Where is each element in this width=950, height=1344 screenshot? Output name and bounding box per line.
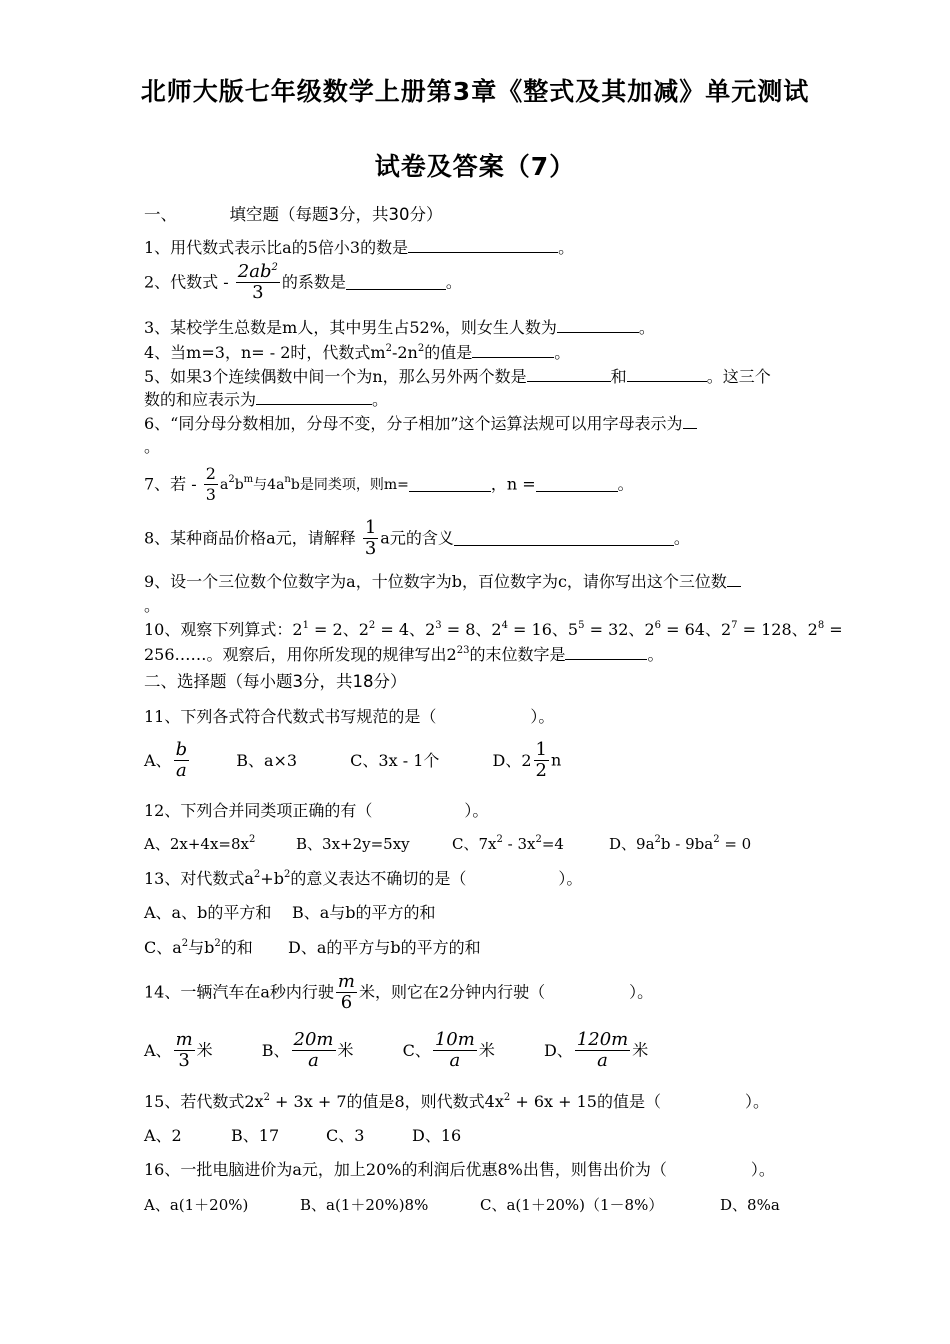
q2-end: 。 <box>445 272 462 292</box>
q7-end: 。 <box>617 474 634 494</box>
q14-option-a-fraction <box>174 1030 195 1071</box>
q12-c1: C、7x <box>452 835 497 853</box>
q13-exp1: 2 <box>253 869 261 880</box>
q12-c2: - 3x <box>502 835 536 853</box>
q10-exp: 23 <box>456 645 470 656</box>
q13-option-c <box>144 938 288 958</box>
q13-close: ）。 <box>558 869 583 888</box>
q14-option-d-fraction <box>575 1030 630 1071</box>
q11-a-den: a <box>175 760 187 781</box>
q10-value: = 16 <box>507 620 552 639</box>
q12-option-a <box>144 834 296 854</box>
q16-close: ）。 <box>750 1160 775 1179</box>
question-16-options <box>144 1195 780 1215</box>
q10-power-item <box>808 620 843 639</box>
q4-mid: -2n <box>391 343 418 362</box>
q10-base: 2 <box>491 620 502 639</box>
q2-post: 的系数是 <box>281 272 346 292</box>
q2-denominator: 3 <box>252 282 264 303</box>
q10-value: = 64 <box>661 620 705 639</box>
q12-close: ）。 <box>464 801 489 820</box>
exam-title-line2: 试卷及答案（7） <box>374 152 576 181</box>
q10-power-item <box>359 620 409 639</box>
q15-option-c: C、3 <box>326 1126 365 1145</box>
q7-s2: m <box>243 473 254 485</box>
q12-d-exp2: 2 <box>713 834 720 845</box>
q12-option-c <box>452 834 609 854</box>
q13-option-b: B、a与b的平方的和 <box>292 903 436 922</box>
q10-exponent: 4 <box>501 620 508 631</box>
q15-option-b: B、17 <box>231 1126 280 1145</box>
q10-power-item <box>425 620 475 639</box>
q7-t4: b是同类项，则m= <box>290 476 409 493</box>
q12-d3: = 0 <box>719 835 752 853</box>
q5-and: 和 <box>610 367 627 386</box>
q12-c3: =4 <box>541 835 564 853</box>
q12-option-b: B、3x+2y=5xy <box>296 835 410 853</box>
q10-separator: 、 <box>342 620 359 639</box>
q16-stem: 16、一批电脑进价为a元，加上20%的利润后优惠8%出售，则售出价为（ <box>144 1160 667 1179</box>
answer-blank <box>536 477 618 492</box>
q7-t1: a <box>219 476 229 493</box>
q4-pre: 4、当m=3，n= - 2时，代数式m <box>144 343 386 362</box>
q14-d-den: a <box>597 1050 608 1071</box>
q5-end: 。 <box>372 390 389 409</box>
question-3 <box>144 318 655 338</box>
q13-mid: +b <box>260 869 284 888</box>
q12-c-exp2: 2 <box>535 834 542 845</box>
q11-option-a-fraction <box>174 740 190 781</box>
q10-base: 2 <box>425 620 436 639</box>
q11-d-num: 1 <box>535 739 547 760</box>
q9-text: 9、设一个三位数个位数字为a，十位数字为b，百位数字为c，请你写出这个三位数 <box>144 572 727 591</box>
question-6-line2: 。 <box>144 437 161 456</box>
q4-exp1: 2 <box>385 343 392 354</box>
answer-blank <box>472 343 554 358</box>
q10-line2-post: 的末位数字是 <box>469 645 566 664</box>
q10-separator: 、 <box>704 620 721 639</box>
question-8 <box>144 518 690 564</box>
q10-exponent: 1 <box>302 620 309 631</box>
q10-exponent: 8 <box>817 620 825 631</box>
q7-numerator: 2 <box>205 464 216 483</box>
q10-separator: 、 <box>791 620 808 639</box>
q16-option-b: B、a(1＋20%)8% <box>300 1196 429 1214</box>
question-7 <box>144 464 634 510</box>
q14-a-num: m <box>175 1029 193 1050</box>
q4-end: 。 <box>554 343 571 362</box>
answer-blank <box>727 572 741 587</box>
q14-numerator: m <box>337 971 355 992</box>
q10-exponent: 3 <box>435 620 442 631</box>
q2-numerator-exp: 2 <box>271 262 278 273</box>
q14-c-den: a <box>449 1050 461 1071</box>
q10-base: 2 <box>720 620 732 639</box>
q13-exp2: 2 <box>283 869 291 880</box>
q10-value: = 4 <box>375 620 410 639</box>
q8-denominator: 3 <box>364 538 377 559</box>
q12-a-exp: 2 <box>248 834 256 845</box>
q12-option-d <box>609 834 751 854</box>
q10-separator: 、 <box>409 620 426 639</box>
q14-denominator: 6 <box>340 992 353 1013</box>
q7-s3: n <box>284 473 291 485</box>
question-1 <box>144 238 574 258</box>
q14-option-b-fraction <box>292 1030 336 1071</box>
section2-heading: 二、选择题（每小题3分，共18分） <box>144 672 407 691</box>
q2-fraction <box>236 262 280 303</box>
question-10-line2 <box>144 645 664 665</box>
q15-mid2: + 6x + 15的值是（ <box>510 1092 661 1111</box>
q10-value: = 2 <box>308 620 343 639</box>
q10-base: 5 <box>567 620 579 639</box>
q10-value: = 8 <box>441 620 476 639</box>
q7-t5: ，n = <box>490 474 536 494</box>
answer-blank <box>454 531 674 546</box>
q5-line2: 数的和应表示为 <box>144 390 257 409</box>
q10-line2-pre: 256……。观察后，用你所发现的规律写出2 <box>144 645 457 664</box>
q2-pre: 2、代数式 - <box>144 272 229 292</box>
section1-title: 填空题（每题3分，共30分） <box>229 205 443 224</box>
q14-option-d-label: D、 <box>543 1040 573 1060</box>
q10-separator: 、 <box>475 620 492 639</box>
question-11 <box>144 707 554 727</box>
q12-stem: 12、下列合并同类项正确的有（ <box>144 801 373 820</box>
question-12-options <box>144 834 751 854</box>
q15-close: ）。 <box>745 1092 770 1111</box>
q7-pre: 7、若 - <box>144 474 197 494</box>
q10-base: 2 <box>644 620 655 639</box>
question-14-options <box>144 1030 648 1080</box>
answer-blank <box>408 238 558 253</box>
q10-value: = 128 <box>737 620 792 639</box>
q4-exp2: 2 <box>417 343 425 354</box>
question-16 <box>144 1160 775 1180</box>
answer-blank <box>683 414 697 429</box>
question-14 <box>144 972 653 1020</box>
question-2 <box>144 262 462 310</box>
q13-c-exp2: 2 <box>214 938 221 949</box>
q7-s1: 2 <box>228 473 235 485</box>
q14-b-den: a <box>308 1050 319 1071</box>
q10-exponent: 2 <box>368 620 376 631</box>
question-5-line2 <box>144 390 388 410</box>
q10-power-item <box>568 620 629 639</box>
q5-pre: 5、如果3个连续偶数中间一个为n，那么另外两个数是 <box>144 367 527 386</box>
q11-d-post: n <box>550 750 562 770</box>
question-13 <box>144 869 582 889</box>
answer-blank <box>527 367 611 382</box>
section1-heading <box>144 205 443 225</box>
q14-option-b-label: B、 <box>261 1040 290 1060</box>
q11-close: ）。 <box>530 707 555 726</box>
q14-b-unit: 米 <box>337 1040 354 1060</box>
q1-end: 。 <box>558 238 575 257</box>
q14-pre: 14、一辆汽车在a秒内行驶 <box>144 982 334 1002</box>
q10-power-item <box>644 620 705 639</box>
q1-text: 1、用代数式表示比a的5倍小3的数是 <box>144 238 409 257</box>
q14-d-unit: 米 <box>632 1040 649 1060</box>
question-5-line1 <box>144 367 771 387</box>
q8-numerator: 1 <box>364 517 377 538</box>
question-9-line2: 。 <box>144 596 161 615</box>
q14-option-c-label: C、 <box>402 1040 431 1060</box>
q10-value: = <box>824 620 843 639</box>
answer-blank <box>256 390 372 405</box>
answer-blank <box>565 645 647 660</box>
q10-exponent: 6 <box>654 620 661 631</box>
q14-a-unit: 米 <box>196 1040 213 1060</box>
q13-c-pre: C、a <box>144 938 182 957</box>
q10-exponent: 5 <box>578 620 585 631</box>
q16-option-d: D、8%a <box>720 1196 780 1214</box>
question-13-options-ab <box>144 903 436 923</box>
q7-t2: b <box>234 476 244 493</box>
section1-number: 一、 <box>144 205 177 224</box>
q14-b-num: 20m <box>293 1029 334 1050</box>
answer-blank <box>557 318 639 333</box>
q10-base: 2 <box>292 620 303 639</box>
q11-a-num: b <box>175 739 188 760</box>
q15-option-d: D、16 <box>412 1126 462 1145</box>
q11-option-a-label: A、 <box>144 750 172 770</box>
q12-c-exp1: 2 <box>496 834 503 845</box>
q8-post: a元的含义 <box>380 528 454 548</box>
question-12 <box>144 801 488 821</box>
q8-end: 。 <box>673 528 690 548</box>
q3-text: 3、某校学生总数是m人，其中男生占52%，则女生人数为 <box>144 318 557 337</box>
q15-exp1: 2 <box>263 1092 270 1103</box>
question-15 <box>144 1092 769 1112</box>
q14-fraction <box>336 972 357 1013</box>
q12-d1: D、9a <box>609 835 655 853</box>
q10-base: 2 <box>358 620 369 639</box>
q13-c-mid: 与b <box>188 938 215 957</box>
q10-power-item <box>491 620 552 639</box>
q8-pre: 8、某种商品价格a元，请解释 <box>144 528 356 548</box>
q13-option-d: D、a的平方与b的平方的和 <box>288 938 481 957</box>
q8-fraction <box>363 518 378 559</box>
q14-c-num: 10m <box>434 1029 475 1050</box>
q10-exponent: 7 <box>731 620 738 631</box>
question-4 <box>144 343 570 363</box>
q10-power-item <box>721 620 792 639</box>
question-11-options <box>144 740 561 788</box>
q10-separator: 、 <box>551 620 568 639</box>
q11-option-b: B、a×3 <box>236 750 298 770</box>
answer-blank <box>409 477 491 492</box>
q16-option-a: A、a(1＋20%) <box>144 1196 249 1214</box>
q5-post: 。这三个 <box>706 367 771 386</box>
q4-post: 的值是 <box>424 343 473 362</box>
q7-fraction <box>204 464 218 505</box>
q14-close: ）。 <box>629 982 654 1002</box>
q11-option-d-label: D、2 <box>492 750 532 770</box>
q11-stem: 11、下列各式符合代数式书写规范的是（ <box>144 707 437 726</box>
q14-option-c-fraction <box>433 1030 477 1071</box>
exam-title-line1: 北师大版七年级数学上册第3章《整式及其加减》单元测试 <box>140 77 810 106</box>
q10-end: 。 <box>647 645 664 664</box>
q10-pre: 10、观察下列算式： <box>144 620 293 639</box>
q7-denominator: 3 <box>205 485 216 504</box>
q15-pre: 15、若代数式2x <box>144 1092 264 1111</box>
q13-c-exp1: 2 <box>181 938 189 949</box>
q16-option-c: C、a(1＋20%)（1－8%） <box>480 1196 664 1214</box>
q15-mid1: + 3x + 7的值是8，则代数式4x <box>269 1092 504 1111</box>
q3-end: 。 <box>638 318 655 337</box>
q13-post: 的意义表达不确切的是（ <box>290 869 467 888</box>
q14-option-a-label: A、 <box>144 1040 172 1060</box>
q15-exp2: 2 <box>503 1092 511 1103</box>
q11-option-c: C、3x - 1个 <box>350 750 440 770</box>
q7-t3: 与4a <box>253 476 285 493</box>
q10-powers <box>292 620 842 639</box>
question-15-options <box>144 1126 461 1146</box>
question-9-line1 <box>144 572 741 592</box>
q12-d2: b - 9ba <box>660 835 714 853</box>
q14-post: 米，则它在2分钟内行驶（ <box>358 982 546 1002</box>
question-6-line1 <box>144 414 697 434</box>
q6-text: 6、“同分母分数相加，分母不变，分子相加”这个运算法规可以用字母表示为 <box>144 414 683 433</box>
answer-blank <box>627 367 707 382</box>
q14-c-unit: 米 <box>478 1040 495 1060</box>
q10-value: = 32 <box>584 620 629 639</box>
q14-a-den: 3 <box>178 1050 190 1071</box>
q10-power-item <box>292 620 342 639</box>
question-10-line1 <box>144 620 843 640</box>
q2-numerator: 2ab <box>237 261 272 282</box>
q11-option-d-fraction <box>534 740 549 781</box>
q10-base: 2 <box>807 620 818 639</box>
q13-option-a: A、a、b的平方和 <box>144 903 272 922</box>
q14-d-num: 120m <box>576 1029 629 1050</box>
answer-blank <box>346 275 446 290</box>
q12-d-exp1: 2 <box>654 834 661 845</box>
q12-a-text: A、2x+4x=8x <box>144 835 249 853</box>
q13-c-post: 的和 <box>220 938 253 957</box>
q13-pre: 13、对代数式a <box>144 869 254 888</box>
q15-option-a: A、2 <box>144 1126 182 1145</box>
q10-separator: 、 <box>628 620 645 639</box>
q11-d-den: 2 <box>535 760 547 781</box>
question-13-options-cd <box>144 938 481 958</box>
